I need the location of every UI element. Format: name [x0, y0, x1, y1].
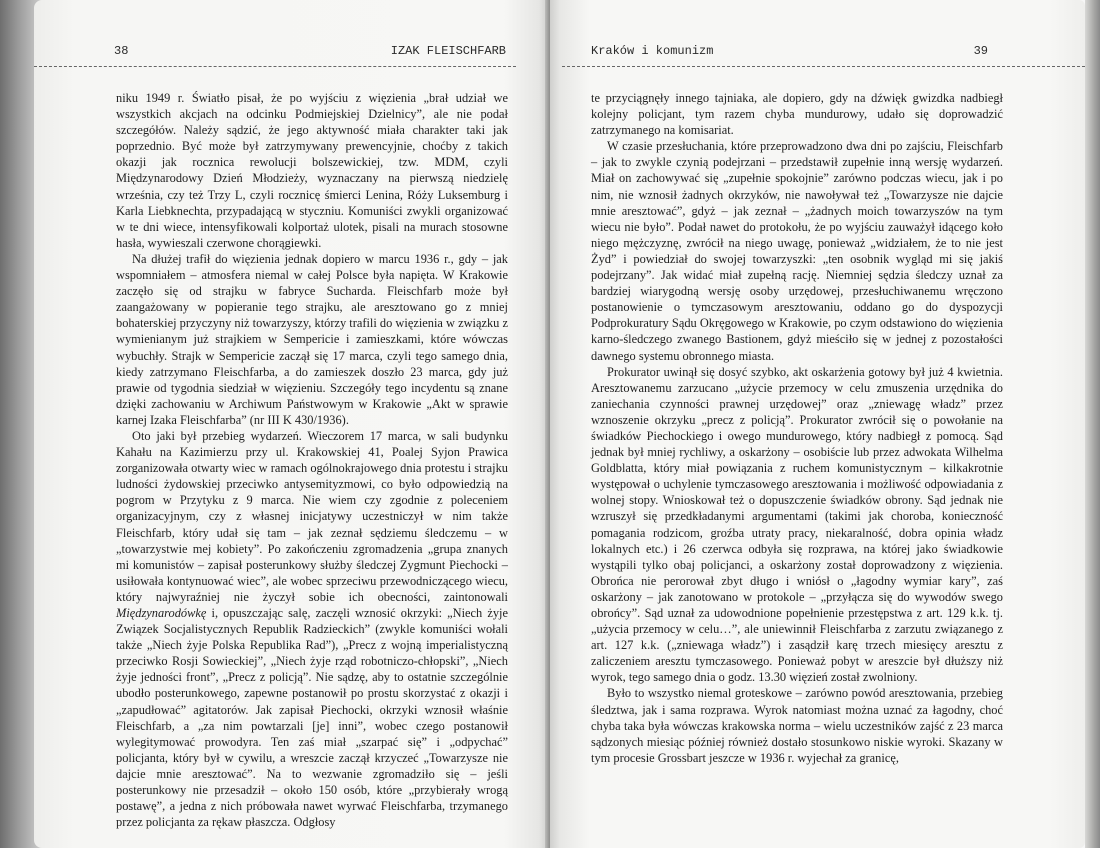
paragraph: niku 1949 r. Światło pisał, że po wyjściu z więzienia „brał udział we wszystkich akcjach na odcinku Podmiejskiej Dzielnicy”, ale nie podał szczegółów. Należy sądzić, że jego aktywność miała charakter taki jak poprzednio. Być może był zatrzymywany prewencyjnie, choćby z takich okazji jak rocznica rewolucji bolszewickiej, tzw. MDM, czyli Międzynarodowy Dzień Młodzieży, wyznaczany na pierwszą niedzielę września, czy też Trzy L, czyli rocznicę śmierci Lenina, Róży Luksemburg i Karla Liebknechta, przypadającą w styczniu. Komuniści zwykli organizować w te dni wiece, intensyfikowali kolportaż ulotek, pisali na murach stosowne hasła, wywieszali czerwone chorągiewki. [116, 91, 508, 250]
left-page-number: 38 [114, 44, 129, 58]
italic-title: Międzynarodówkę [116, 606, 207, 620]
left-header-rule [34, 66, 516, 67]
paragraph: Było to wszystko niemal groteskowe – zarówno powód aresztowania, przebieg śledztwa, jak i sama rozprawa. Wyrok natomiast można uznać za łagodny, choć chyba taka była wówczas krakowska norma – wielu uczestników zajść z 23 marca sądzonych miesiąc później również dostało stosunkowo niskie wyroki. Skazany w tym procesie Grossbart jeszcze w 1936 r. wyjechał za granicę, [591, 686, 1003, 765]
paragraph: Prokurator uwinął się dosyć szybko, akt oskarżenia gotowy był już 4 kwietnia. Aresztowanemu zarzucano „użycie przemocy w celu zmuszenia urzędnika do zaniechania czynności prawnej urzędowej” oraz „zniewagę władz” przez wznoszenie okrzyku „precz z policją”. Prokurator zwrócił się o powołanie na świadków Piechockiego i owego mundurowego, który nadbiegł z pomocą. Sąd jednak był mniej rychliwy, a oskarżony – osobiście lub przez adwokata Wilhelma Goldblatta, który miał powiązania z ruchem komunistycznym – kilkakrotnie występował o uchylenie tymczasowego aresztowania i możliwość odpowiadania z wolnej stopy. Wnioskował też o dopuszczenie świadków obrony. Sąd jednak nie wzruszył się przedkładanymi argumentami (takimi jak choroba, konieczność pomagania rodzicom, groźba utraty pracy, niekaralność, dobra opinia władz lokalnych etc.) i 26 czerwca odbyła się rozprawa, na której jako świadkowie wystąpili tylko obaj policjanci, a oskarżony został doprowadzony z więzienia. Obrońca nie perorował zbyt długo i wniósł o „łagodny wymiar kary”, zaś oskarżony – jak zanotowano w protokole – „przyłącza się do wywodów swego obrońcy”. Sąd uznał za udowodnione popełnienie przestępstwa z art. 129 k.k. tj. „użycia przemocy w celu…”, ale uniewinnił Fleischfarba z zarzutu związanego z art. 127 k.k. („zniewaga władz”) i zasądził karę trzech miesięcy aresztu z zaliczeniem aresztu tymczasowego. Ponieważ pobyt w areszcie był dłuższy niż wyrok, tego samego dnia o godz. 13.30 więzień został zwolniony. [591, 364, 1003, 685]
right-body-text [591, 90, 1003, 766]
left-running-header [114, 44, 506, 60]
right-running-head: Kraków i komunizm [591, 44, 714, 58]
paragraph-text: Oto jaki był przebieg wydarzeń. Wieczorem 17 marca, w sali budynku Kahału na Kazimierzu przy ul. Krakowskiej 41, Poalej Syjon Prawica zorganizowała otwarty wiec w ramach ogólnokrajowego dnia protestu i strajku ludności żydowskiej przeciwko antysemityzmowi, co było odpowiedzią na pogrom w Przytyku z 9 marca. Nie wiem czy zgodnie z poleceniem organizacyjnym, czy z własnej inicjatywy uczestniczył w nim także Fleischfarb, który udał się tam – jak zeznał sędziemu śledczemu – w „towarzystwie mej kobiety”. Po zakończeniu zgromadzenia „grupa znanych mi komunistów – zapisał posterunkowy służby śledczej Zygmunt Piechocki – usiłowała kontynuować wiec”, ale wobec sprzeciwu przewodniczącego wiecu, który najwyraźniej nie życzył sobie ich obecności, zaintonowali [116, 428, 508, 604]
left-page [34, 0, 550, 848]
paragraph: te przyciągnęły innego tajniaka, ale dopiero, gdy na dźwięk gwizdka nadbiegł kolejny policjant, tym razem chyba mundurowy, udało się doprowadzić zatrzymanego na komisariat. [591, 91, 1003, 138]
right-running-header [591, 44, 988, 60]
paragraph: Na dłużej trafił do więzienia jednak dopiero w marcu 1936 r., gdy – jak wspomniałem – atmosfera niemal w całej Polsce była napięta. W Krakowie zaczęło się od strajku w fabryce Sucharda. Fleischfarb może był zaangażowany w popieranie tego strajku, ale aresztowano go z mniej bohaterskiej przyczyny niż towarzyszy, którzy trafili do więzienia w związku z wymienianym już strajkiem w Sempericie i zamieszkami, które wówczas wybuchły. Strajk w Sempericie zaczął się 17 marca, czyli tego samego dnia, kiedy zatrzymano Fleischfarba, a do zamieszek doszło 23 marca, gdy już prawie od tygodnia siedział w więzieniu. Szczegóły tego incydentu są znane dzięki zachowaniu w Archiwum Państwowym w Krakowie „Akt w sprawie karnej Izaka Fleischfarba” (nr III K 430/1936). [116, 251, 508, 427]
paragraph-text: i, opuszczając salę, zaczęli wznosić okrzyki: „Niech żyje Związek Socjalistycznych Republik Radzieckich” (zwykle komuniści wołali także „Niech żyje Polska Republika Rad”), „Precz z wojną imperialistyczną przeciwko Rosji Sowieckiej”, „Niech żyje rząd robotniczo-chłopski”, „Niech żyje jedności front”, „Precz z policją”. Nie sądzę, aby to ostatnie szczególnie ubodło posterunkowego, zapewne postanowił po prostu skorzystać z okazji i „zapudłować” agitatorów. Jak zapisał Piechocki, okrzyki wznosił właśnie Fleischfarb, a „za nim powtarzali [je] inni”, wobec czego postanowił wylegitymować prowodyra. Ten zaś miał „szarpać się” i „odpychać” policjanta, który był w cywilu, a wreszcie zaczął krzyczeć „Towarzysze nie dajcie mnie aresztować”. Na to wezwanie zgromadziło się – jeśli posterunkowy nie przesadził – około 150 osób, które „przybierały wrogą postawę”, a jedna z nich próbowała nawet wyrwać Fleischfarba, trzymanego przez policjanta za rękaw płaszcza. Odgłosy [116, 606, 508, 830]
left-running-head: IZAK FLEISCHFARB [390, 44, 506, 58]
left-body-text [116, 90, 508, 830]
right-header-rule [562, 66, 1085, 67]
paragraph [116, 428, 508, 830]
paragraph: W czasie przesłuchania, które przeprowadzono dwa dni po zajściu, Fleischfarb – jak to zwykle czynią podejrzani – przedstawił zupełnie inną wersję wydarzeń. Miał on zachowywać się „zupełnie spokojnie” zarówno podczas wiecu, jak i po nim, nie wznosił żadnych okrzyków, nie nawoływał też „Towarzysze nie dajcie mnie aresztować”, gdyż – jak zeznał – „żadnych moich towarzyszów na tym wiecu nie było”. Podał nawet do protokołu, że po wyjściu zauważył idącego koło niego mężczyznę, zwrócił na niego uwagę, ponieważ „widziałem, że to nie jest Żyd” i powiedział do swojej towarzyszki: „ten osobnik wygląd mi się jakiś podejrzany”. Jak widać miał zupełną rację. Niemniej sędzia śledczy uznał za bardziej wiarygodną wersję osoby urzędowej, przesłuchiwanemu wręczono postanowienie o tymczasowym aresztowaniu, oddano go do dyspozycji Podprokuratury Sądu Okręgowego w Krakowie, po czym odstawiono do więzienia karno-śledczego zwanego Bastionem, gdyż mieściło się w jednej z pozostałości dawnego systemu obronnego miasta. [591, 139, 1003, 363]
right-page-number: 39 [973, 44, 988, 58]
page-edge [1085, 0, 1100, 848]
right-page [550, 0, 1085, 848]
